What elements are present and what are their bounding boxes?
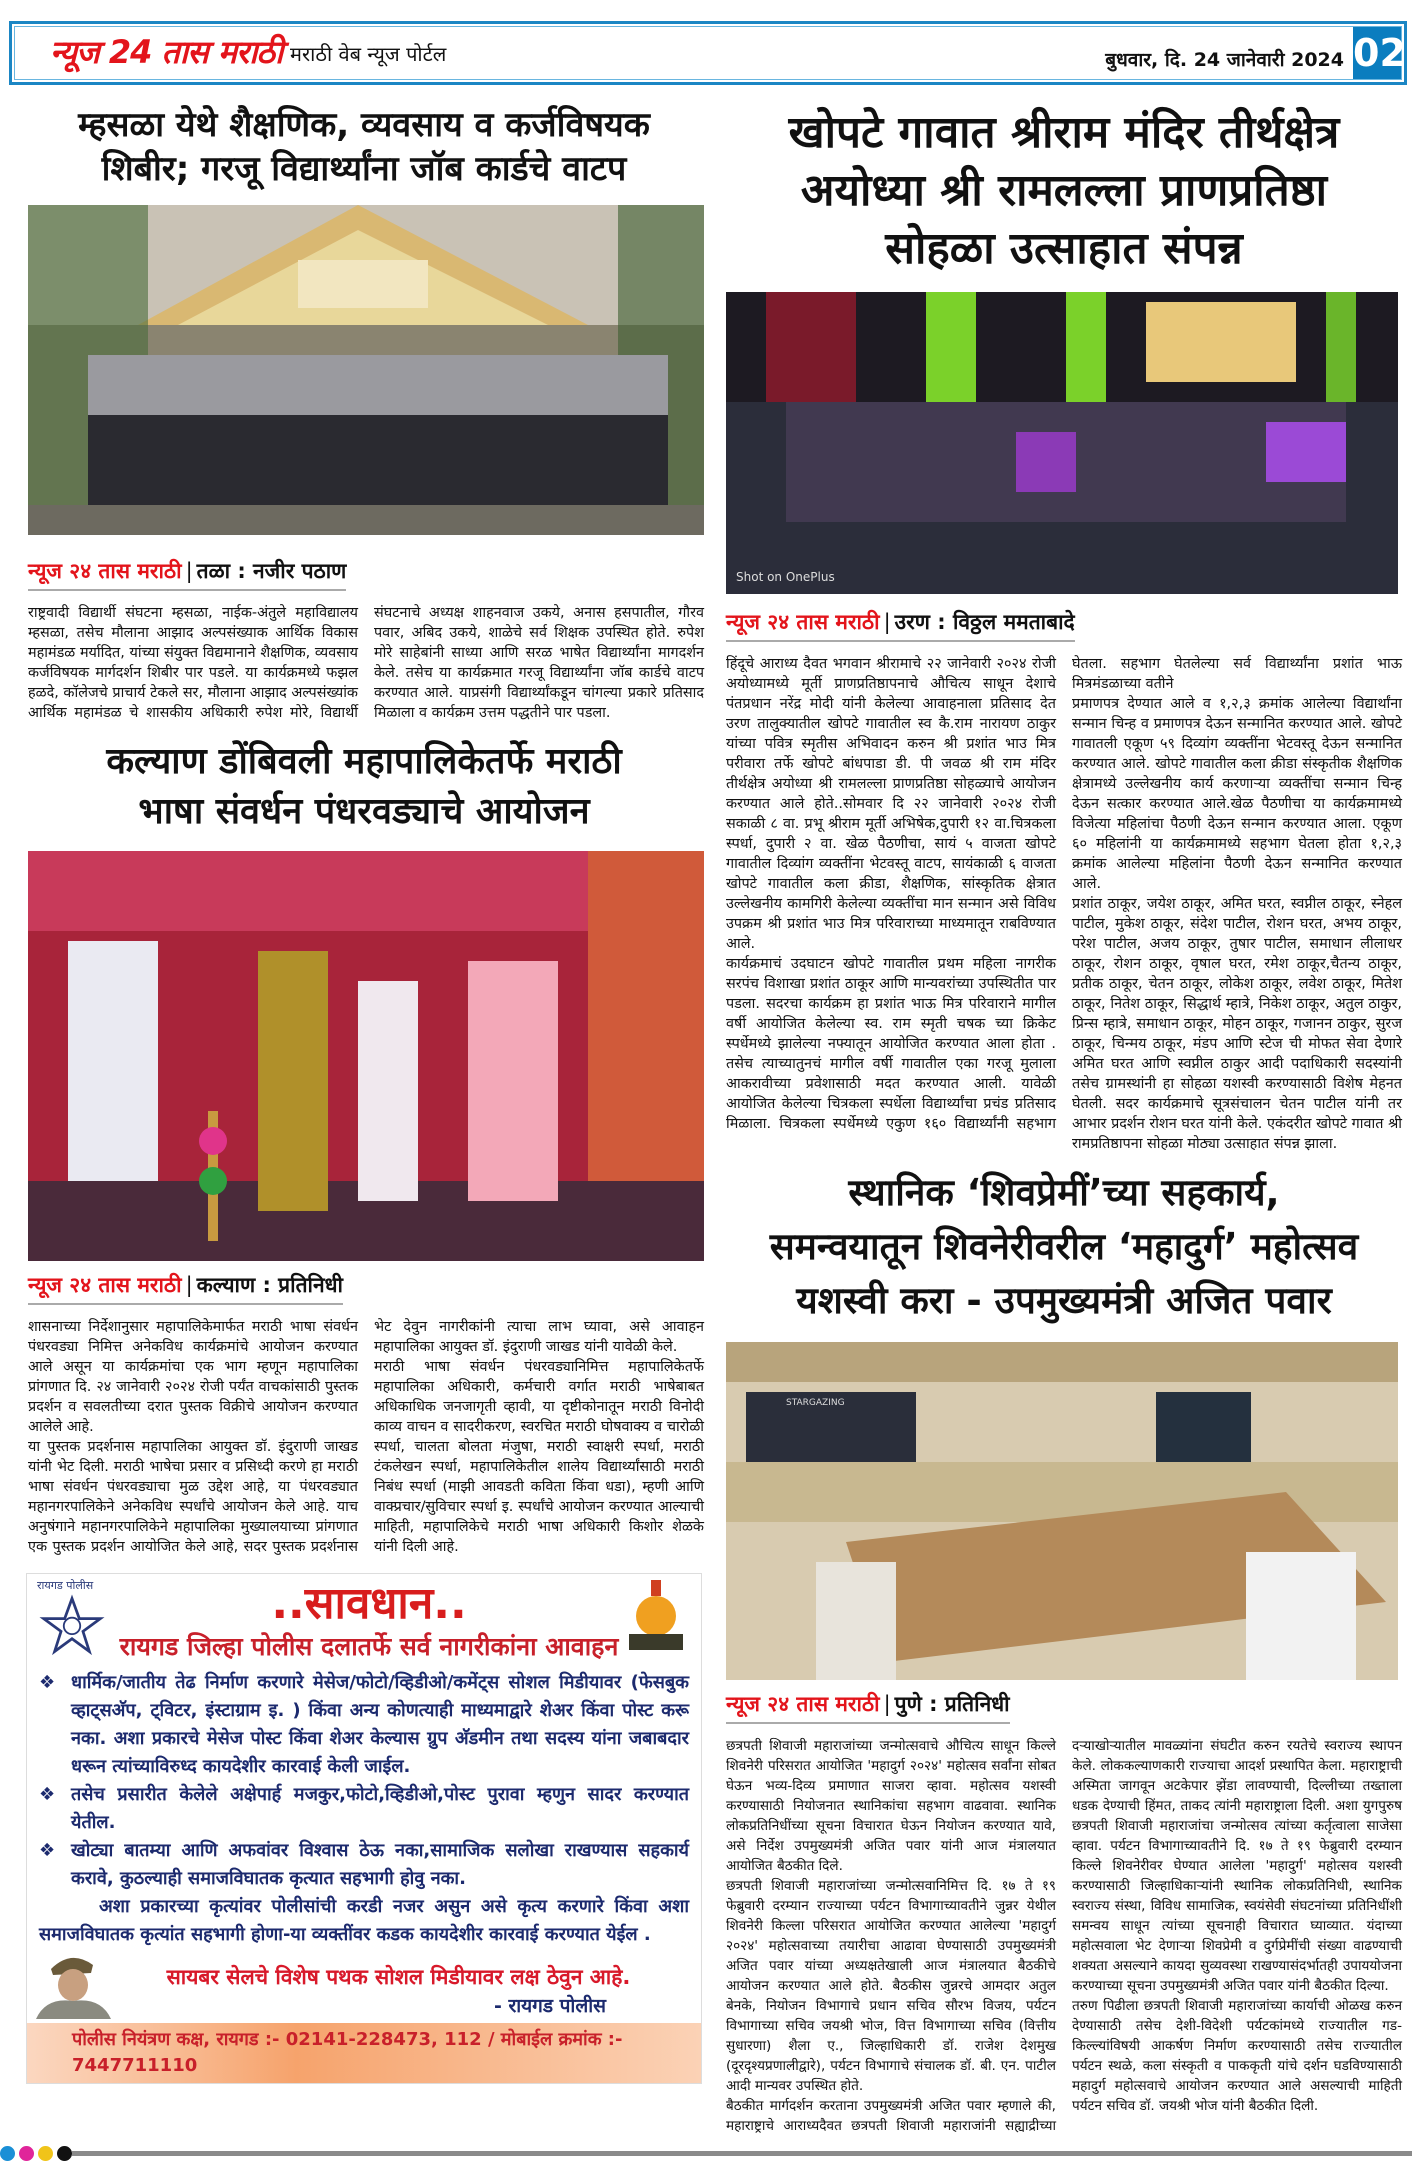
headline-line: म्हसळा येथे शैक्षणिक, व्यवसाय व कर्जविषयक — [78, 105, 650, 145]
policeman-illustration-icon — [31, 1949, 116, 2019]
tagline: मराठी वेब न्यूज पोर्टल — [290, 42, 447, 66]
photo-image — [726, 1342, 1398, 1680]
diamond-bullet-icon: ❖ — [39, 1672, 56, 1694]
headline-line: स्थानिक ‘शिवप्रेमीं’च्या सहकार्य, — [848, 1171, 1280, 1214]
photo-mhasala-students — [28, 205, 704, 535]
photo-image — [28, 851, 704, 1261]
paragraph: प्रमाणपत्र देण्यात आले व १,२,३ क्रमांक आलेल्या विद्यार्थांना सन्मान चिन्ह व प्रमाणपत्र देऊन सन्मानित करण्यात आले. खोपटे गावातली एकूण ५९ दिव्यांग व्यक्तींना भेटवस्तू देऊन सन्मानित करण्यात आले. खोपटे गावातील कला क्रीडा संस्कृतीक शैक्षणिक क्षेत्रामध्ये उल्लेखनीय कार्य करणाऱ्या व्यक्तींचा सन्मान चिन्ह देऊन सत्कार करण्यात आले.खेळ पैठणीचा या कार्यक्रमामध्ये विजेत्या महिलांचा पैठणी देऊन सन्मान करण्यात आला. एकूण ६० महिलांनी या कार्यक्रमामध्ये सहभाग घेतला होता १,२,३ क्रमांक आलेल्या महिलांना पैठणी देऊन सन्मानित करण्यात आले. — [1072, 696, 1402, 892]
paragraph: छत्रपती शिवाजी महाराजांच्या जन्मोत्सवाचे औचित्य साधून किल्ले शिवनेरी परिसरात आयोजित 'महादुर्ग २०२४' महोत्सव सर्वांना सोबत घेऊन भव्य-दिव्य प्रमाणात साजरा व्हावा. महोत्सव यशस्वी करण्यासाठी नियोजनात स्थानिकांचा सहभाग वाढवावा. स्थानिक लोकप्रतिनिधींच्या सूचना विचारात घेऊन नियोजन करण्यात यावे, असे निर्देश उपमुख्यमंत्री अजित पवार यांनी आज मंत्रालयात आयोजित बैठकीत दिले. — [726, 1738, 1056, 1874]
police-contact-bar: पोलीस नियंत्रण कक्ष, रायगड :- 02141-228473, 112 / मोबाईल क्रमांक :- 7447711110 — [27, 2023, 701, 2083]
headline-line: यशस्वी करा - उपमुख्यमंत्री अजित पवार — [796, 1279, 1332, 1322]
photo-image — [28, 205, 704, 535]
photo-kalyan-lamp-lighting — [28, 851, 704, 1261]
headline-line: समन्वयातून शिवनेरीवरील ‘महादुर्ग’ महोत्सव — [769, 1225, 1359, 1268]
headline-line: भाषा संवर्धन पंधरवड्याचे आयोजन — [138, 791, 590, 833]
headline-line: खोपटे गावात श्रीराम मंदिर तीर्थक्षेत्र — [788, 107, 1340, 158]
ad-item — [39, 1669, 689, 1781]
diamond-bullet-icon: ❖ — [39, 1784, 56, 1806]
ad-item — [39, 1781, 689, 1837]
headline-line: अयोध्या श्री रामलल्ला प्राणप्रतिष्ठा — [800, 165, 1328, 216]
right-column — [724, 104, 1404, 2136]
byline-mhasala: न्यूज २४ तास मराठी | तळा : नजीर पठाण — [28, 557, 346, 591]
headline-line: सोहळा उत्साहात संपन्न — [885, 223, 1243, 274]
headline-khopate — [724, 104, 1404, 278]
byline-kalyan: न्यूज २४ तास मराठी | कल्याण : प्रतिनिधी — [28, 1271, 343, 1305]
dot-magenta — [19, 2146, 34, 2161]
photo-watermark: Shot on OnePlus — [736, 570, 835, 584]
color-registration-dots — [0, 2146, 72, 2161]
police-advisory-ad — [26, 1573, 702, 2084]
ad-item-text: तसेच प्रसारीत केलेले अक्षेपार्ह मजकुर,फोटो,व्हिडीओ,पोस्ट पुरावा म्हणुन सादर करण्यात येतील. — [71, 1784, 689, 1834]
headline-mahadurg — [724, 1166, 1404, 1328]
paragraph: प्रशांत ठाकूर, जयेश ठाकूर, अमित घरत, स्वप्नील ठाकूर, स्नेहल पाटील, मुकेश ठाकूर, संदेश पाटील, रोशन घरत, अभय ठाकूर, परेश पाटील, अजय ठाकूर, तुषार पाटील, समाधान लीलाधर ठाकूर, रोशन ठाकूर, वृषाल घरत, रमेश ठाकूर,चैतन्य ठाकूर, प्रतीक ठाकूर, चेतन ठाकूर, लोकेश ठाकूर, लवेश ठाकूर, मितेश ठाकूर, नितेश ठाकूर, सिद्धार्थ म्हात्रे, निकेश ठाकूर, अतुल ठाकुर, प्रिन्स म्हात्रे, समाधान ठाकूर, मोहन ठाकूर, गजानन ठाकुर, सुरज ठाकूर, चिन्मय ठाकूर, मंडप आणि स्टेज ची मोफत सेवा देणारे अमित घरत आणि स्वप्नील ठाकुर आदी पदाधिकारी सदस्यांनी तसेच ग्रामस्थांनी हा सोहळा यशस्वी करण्यासाठी विशेष मेहनत घेतली. सदर कार्यक्रमाचे सूत्रसंचालन चेतन पाटील यांनी तर आभार प्रदर्शन रोशन घरत यांनी केले. एकंदरीत खोपटे गावात श्री रामप्रतिष्ठापना सोहळा मोठ्या उत्साहात संपन्न झाला. — [1072, 896, 1402, 1152]
ad-header — [27, 1574, 701, 1663]
dot-yellow — [38, 2146, 53, 2161]
ad-list — [39, 1669, 689, 1949]
dot-black — [57, 2146, 72, 2161]
newspaper-logo: न्यूज 24 तास मराठी — [50, 33, 283, 71]
page-footer — [0, 2142, 1417, 2166]
issue-date: बुधवार, दि. 24 जानेवारी 2024 — [1105, 49, 1344, 71]
byline-brand: न्यूज २४ तास मराठी — [28, 1273, 182, 1298]
ad-titles — [117, 1578, 621, 1663]
raigad-police-badge-icon — [37, 1593, 107, 1657]
article-body-mahadurg — [726, 1736, 1402, 2136]
ad-bottom — [27, 1949, 701, 2023]
headline-kalyan — [24, 737, 704, 837]
photo-mahadurg-meeting — [726, 1342, 1404, 1680]
byline-mahadurg: न्यूज २४ तास मराठी | पुणे : प्रतिनिधी — [726, 1690, 1010, 1724]
emblem-icon — [621, 1578, 691, 1658]
paragraph: कार्यक्रमाचं उदघाटन खोपटे गावातील प्रथम महिला नागरीक सरपंच विशाखा प्रशांत ठाकूर आणि मान्यवरांच्या उपस्थितीत पार पडला. सदरचा कार्यक्रम हा प्रशांत भाऊ मित्र परिवाराने मागील वर्षी आयोजित केलेल्या स्व. राम स्मृती चषक च्या क्रिकेट स्पर्धेमध्ये झालेल्या नफ्यातून आयोजित करण्यात आला होता . तसेच त्याच्यातुनचं मागील वर्षी गावातील एका गरजू मुलाला आकरावीच्या प्रवेशासाठी मदत करण्यात आली. यावेळी आयोजित केलेल्या चित्रकला स्पर्धेला विद्यार्थ्यांचा प्रचंड प्रतिसाद मिळाला. चित्रकला स्पर्धेमध्ये एकुण १६० विद्यार्थ्यांनी सहभाग घेतला. सहभाग घेतलेल्या सर्व विद्यार्थ्यांना प्रशांत भाऊ मित्रमंडळाच्या वतीने — [726, 656, 1402, 1132]
byline-brand: न्यूज २४ तास मराठी — [726, 1692, 880, 1716]
footer-rule — [72, 2151, 1412, 2156]
ad-signature: - रायगड पोलीस — [493, 1994, 606, 2017]
headline-line: कल्याण डोंबिवली महापालिकेतर्फे मराठी — [106, 741, 622, 783]
paragraph: या पुस्तक प्रदर्शनास महापालिका आयुक्त डॉ. इंदुराणी जाखड यांनी भेट दिली. मराठी भाषेचा प्रसार व प्रसिध्दी करणे हा मराठी भाषा संवर्धन पंधरवड्याचा मुळ उद्देश आहे, या पंधरवड्यात महानगरपालिकेने अनेकविध स्पर्धांचे आयोजन केले आहे. याच अनुषंगाने महानगरपालिकेने महापालिका मुख्यालयाच्या प्रांगणात एक पुस्तक प्रदर्शन आयोजित केले आहे, सदर पुस्तक प्रदर्शनास भेट देवुन नागरीकांनी त्याचा लाभ घ्यावा, असे आवाहन महापालिका आयुक्त डॉ. इंदुराणी जाखड यांनी यावेळी केले. — [28, 1319, 704, 1556]
article-body-mhasala — [28, 603, 704, 723]
byline-author: पुणे : प्रतिनिधी — [894, 1692, 1010, 1716]
ad-item-text: धार्मिक/जातीय तेढ निर्माण करणारे मेसेज/फोटो/व्हिडीओ/कमेंट्स सोशल मिडीयावर (फेसबुक व्हाट्सअ‍ॅप, ट्विटर, इंस्टाग्राम इ. ) किंवा अन्य कोणत्याही माध्यमाद्वारे शेअर किंवा पोस्ट करू नका. अशा प्रकारचे मेसेज पोस्ट किंवा शेअर केल्यास ग्रुप अ‍ॅडमीन तथा सदस्य यांना जबाबदार धरून त्यांच्याविरुध्द कायदेशीर कारवाई केली जाईल. — [71, 1672, 689, 1778]
diamond-bullet-icon: ❖ — [39, 1840, 56, 1862]
byline-khopate: न्यूज २४ तास मराठी | उरण : विठ्ठल ममताबादे — [726, 608, 1075, 642]
left-column — [24, 104, 704, 2136]
ad-bottom-text — [116, 1963, 681, 2019]
byline-brand: न्यूज २४ तास मराठी — [726, 610, 880, 634]
screen-text: STARGAZING — [786, 1398, 845, 1408]
ad-item-text: खोट्या बातम्या आणि अफवांवर विश्वास ठेऊ नका,सामाजिक सलोखा राखण्यास सहकार्य करावे, कुठल्याही समाजविघातक कृत्यात सहभागी होवु नका. — [71, 1840, 689, 1890]
byline-brand: न्यूज २४ तास मराठी — [28, 559, 182, 584]
police-badge — [37, 1578, 117, 1661]
paragraph: बैठकीत मार्गदर्शन करताना उपमुख्यमंत्री अजित पवार म्हणाले की, महाराष्ट्राचे आराध्यदैवत छत्रपती शिवाजी महाराजांनी सह्याद्रीच्या दऱ्याखोऱ्यातील मावळ्यांना संघटीत करुन रयतेचे स्वराज्य स्थापन केले. लोककल्याणकारी राज्याचा आदर्श प्रस्थापित केला. महाराष्ट्राची अस्मिता जागवून अटकेपार झेंडा लावण्याची, दिल्लीच्या तख्ताला धडक देण्याची हिंमत, ताकद त्यांनी महाराष्ट्राला दिली. अशा युगपुरुष छत्रपती शिवाजी महाराजांचा जन्मोत्सव त्यांच्या कर्तृत्वाला साजेसा व्हावा. पर्यटन विभागाच्यावतीने दि. १७ ते १९ फेब्रुवारी दरम्यान किल्ले शिवनेरीवर घेण्यात आलेला 'महादुर्ग' महोत्सव यशस्वी करण्यासाठी जिल्हाधिकाऱ्यांनी स्थानिक लोकप्रतिनिधी, स्थानिक स्वराज्य संस्था, विविध सामाजिक, स्वयंसेवी संघटनांच्या प्रतिनिधींशी समन्वय साधून त्यांच्या सूचनाही विचारात घ्याव्यात. यंदाच्या महोत्सवाला भेट देणाऱ्या शिवप्रेमी व दुर्गप्रेमींची संख्या वाढण्याची शक्यता असल्याने कायदा सुव्यवस्था राखण्यासंदर्भातही उपाययोजना करण्याच्या सूचना उपमुख्यमंत्री अजित पवार यांनी बैठकीत दिल्या. — [726, 1738, 1402, 2134]
paragraph: तरुण पिढीला छत्रपती शिवाजी महाराजांच्या कार्याची ओळख करुन देण्यासाठी तसेच देशी-विदेशी पर्यटकांमध्ये राज्यातील गड-किल्ल्यांविषयी आकर्षण निर्माण करण्यासाठी तसेच राज्यातील पर्यटन स्थळे, कला संस्कृती व पाककृती यांचे दर्शन घडविण्यासाठी महादुर्ग महोत्सवाचे आयोजन करण्यात आले असल्याची माहिती पर्यटन सचिव डॉ. जयश्री भोज यांनी बैठकीत दिली. — [1072, 1998, 1402, 2114]
ad-item — [39, 1837, 689, 1893]
ad-subtitle: रायगड जिल्हा पोलीस दलातर्फे सर्व नागरीकांना आवाहन — [119, 1631, 619, 1661]
byline-author: कल्याण : प्रतिनिधी — [196, 1273, 343, 1298]
headline-line: शिबीर; गरजू विद्यार्थ्यांना जॉब कार्डचे वाटप — [101, 148, 627, 189]
paragraph: राष्ट्रवादी विद्यार्थी संघटना म्हसळा, नाईक-अंतुले महाविद्यालय म्हसळा, तसेच मौलाना आझाद अल्पसंख्याक आर्थिक विकास महामंडळ मर्यादित, यांच्या संयुक्त विद्यमानाने शैक्षणिक, व्यवसाय कर्जविषयक मार्गदर्शन शिबीर पार पडले. या कार्यक्रमध्ये फझल हळदे, कॉलेजचे प्राचार्य टेकले सर, मौलाना आझाद अल्पसंख्यांक आर्थिक महामंडळ चे शासकीय अधिकारी रुपेश मोरे, विद्यार्थी संघटनाचे अध्यक्ष शाहनवाज उकये, अनास हसपातील, गौरव पवार, अबिद उकये, शाळेचे सर्व शिक्षक उपस्थित होते. रुपेश मोरे साहेबांनी साध्या आणि सरळ भाषेत विद्यार्थ्यांना मागदर्शन केले. तसेच या कार्यक्रमात गरजू विद्यार्थ्यांना जॉब कार्डचे वाटप करण्यात आले. याप्रसंगी विद्यार्थ्यांकडून चांगल्या प्रकारे प्रतिसाद मिळाला व कार्यक्रम उत्तम पद्धतीने पार पडला. — [28, 605, 704, 722]
cyber-cell-notice: सायबर सेलचे विशेष पथक सोशल मिडीयावर लक्ष ठेवुन आहे. — [166, 1965, 631, 1990]
headline-mhasala — [24, 104, 704, 191]
ad-title: ..सावधान.. — [271, 1578, 467, 1630]
photo-image — [726, 292, 1398, 594]
article-body-kalyan — [28, 1317, 704, 1557]
paragraph: शासनाच्या निर्देशानुसार महापालिकेमार्फत मराठी भाषा संवर्धन पंधरवड्या निमित्त अनेकविध कार्यक्रमांचे आयोजन करण्यात आले असून या कार्यक्रमांचा एक भाग म्हणून महापालिका प्रांगणात दि. २४ जानेवारी २०२४ रोजी पर्यंत वाचकांसाठी पुस्तक प्रदर्शन व सवलतीच्या दरात पुस्तक विक्रीचे आयोजन करण्यात आलेले आहे. — [28, 1319, 358, 1436]
badge-text: रायगड पोलीस — [37, 1579, 94, 1593]
byline-author: तळा : नजीर पठाण — [196, 559, 347, 584]
byline-author: उरण : विठ्ठल ममताबादे — [894, 610, 1075, 634]
page-number: 02 — [1353, 27, 1401, 79]
photo-khopate-ceremony — [726, 292, 1404, 594]
dot-blue — [0, 2146, 15, 2161]
article-body-khopate — [726, 654, 1402, 1154]
paragraph: छत्रपती शिवाजी महाराजांच्या जन्मोत्सवानिमित्त दि. १७ ते १९ फेब्रुवारी दरम्यान राज्याच्या पर्यटन विभागाच्यावतीने जुन्नर येथील शिवनेरी किल्ला परिसरात आयोजित करण्यात आलेल्या 'महादुर्ग २०२४' महोत्सवाच्या तयारीचा आढावा घेण्यासाठी उपमुख्यमंत्री अजित पवार यांच्या अध्यक्षतेखाली आज मंत्रालयात बैठकीचे आयोजन करण्यात आले होते. बैठकीस जुन्नरचे आमदार अतुल बेनके, नियोजन विभागाचे प्रधान सचिव सौरभ विजय, पर्यटन विभागाच्या सचिव जयश्री भोज, वित्त विभागाच्या सचिव (वित्तीय सुधारणा) शैला ए., जिल्हाधिकारी डॉ. राजेश देशमुख (दूरदृश्यप्रणालीद्वारे), पर्यटन विभागाचे संचालक डॉ. बी. एन. पाटील आदी मान्यवर उपस्थित होते. — [726, 1878, 1056, 2094]
paragraph: मराठी भाषा संवर्धन पंधरवड्यानिमित्त महापालिकेतर्फे महापालिका अधिकारी, कर्मचारी वर्गात मराठी भाषेबाबत अधिकाधिक जनजागृती व्हावी, या दृष्टीकोनातून मराठी विनोदी काव्य वाचन व सादरीकरण, स्वरचित मराठी घोषवाक्य व चारोळी स्पर्धा, चालता बोलता मंजुषा, मराठी स्वाक्षरी स्पर्धा, मराठी टंकलेखन स्पर्धा, महापालिकेतील शालेय विद्यार्थ्यांसाठी मराठी निबंध स्पर्धा (माझी आवडती कविता किंवा धडा), म्हणी आणि वाक्प्रचार/सुविचार स्पर्धा इ. स्पर्धांचे आयोजन करण्यात आल्याची माहिती, महापालिकेचे मराठी भाषा अधिकारी किशोर शेळके यांनी दिली आहे. — [374, 1359, 704, 1556]
ad-warning: अशा प्रकारच्या कृत्यांवर पोलीसांची करडी नजर असुन असे कृत्य करणारे किंवा अशा समाजविघातक कृत्यांत सहभागी होणा-या व्यक्तींवर कडक कायदेशीर कारवाई करण्यात येईल . — [39, 1896, 689, 1946]
paragraph: हिंदूचे आराध्य दैवत भगवान श्रीरामाचे २२ जानेवारी २०२४ रोजी अयोध्यामध्ये मूर्ती प्राणप्रतिष्ठापनाचे औचित्य साधून देशाचे पंतप्रधान नरेंद्र मोदी यांनी केलेल्या आवाहनाला प्रतिसाद देत उरण तालुक्यातील खोपटे गावातील स्व कै.राम नारायण ठाकुर यांच्या पवित्र स्मृतीस अभिवादन करुन श्री प्रशांत भाउ मित्र परीवारा तर्फे खोपटे बांधपाडा डी. पी जवळ श्री राम मंदिर तीर्थक्षेत्र अयोध्या श्री रामलल्ला प्राणप्रतिष्ठा सोहळ्याचे आयोजन करण्यात आले होते..सोमवार दि २२ जानेवारी २०२४ रोजी सकाळी ८ वा. प्रभू श्रीराम मूर्ती अभिषेक,दुपारी १२ वा.चित्रकला स्पर्धा, दुपारी २ वा. खेळ पैठणीचा, सायं ५ वाजता खोपटे गावातील दिव्यांग व्यक्तींना भेटवस्तू वाटप, सायंकाळी ६ वाजता खोपटे गावातील कला क्रीडा, शैक्षणिक, सांस्कृतिक क्षेत्रात उल्लेखनीय कामगिरी केलेल्या व्यक्तींचा मान सन्मान असे विविध उपक्रम श्री प्रशांत भाउ मित्र परिवाराच्या माध्यमातून राबविण्यात आले. — [726, 656, 1056, 952]
